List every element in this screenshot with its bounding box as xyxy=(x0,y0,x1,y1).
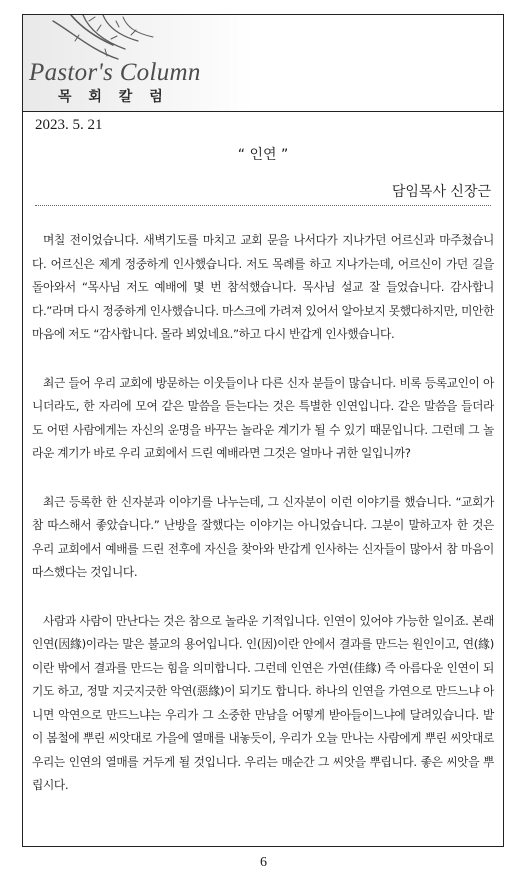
body-paragraph: 며칠 전이었습니다. 새벽기도를 마치고 교회 문을 나서다가 지나가던 어르신과 마주쳤습니다. 어르신은 제게 정중하게 인사했습니다. 저도 목례를 하고 지나가는데, 어르신이 가던 길을 돌아와서 “목사님 저도 예배에 몇 번 참석했습니다. 목사님 설교 잘 들었습니다. 감사합니다.”라며 다시 정중하게 인사했습니다. 마스크에 가려져 있어서 알아보지 못했다하지만, 미안한 마음에 저도 “감사합니다. 몰라 뵈었네요.”하고 다시 반갑게 인사했습니다. xyxy=(32,233,494,341)
page-number: 6 xyxy=(260,855,267,870)
column-frame xyxy=(22,14,504,847)
column-title: “ 인연 ” xyxy=(237,147,289,163)
column-author: 담임목사 신장근 xyxy=(391,184,491,200)
column-date: 2023. 5. 21 xyxy=(35,117,103,133)
body-paragraph: 최근 들어 우리 교회에 방문하는 이웃들이나 다른 신자 분들이 많습니다. 비록 등록교인이 아니더라도, 한 자리에 모여 같은 말씀을 듣는다는 것은 특별한 인연입니다. 같은 말씀을 들더라도 어떤 사람에게는 자신의 운명을 바꾸는 놀라운 계기가 될 수 있기 때문입니다. 그런데 그 놀라운 계기가 바로 우리 교회에서 드린 예배라면 그것은 얼마나 귀한 일입니까? xyxy=(32,375,494,460)
header-divider xyxy=(23,111,503,112)
header-title-english: Pastor's Column xyxy=(29,59,201,86)
column-body xyxy=(32,229,494,823)
dotted-divider xyxy=(35,205,491,206)
body-paragraph: 사람과 사람이 만난다는 것은 참으로 놀라운 기적입니다. 인연이 있어야 가능한 일이죠. 본래 인연(因緣)이라는 말은 불교의 용어입니다. 인(因)이란 안에서 결과를 만드는 원인이고, 연(緣)이란 밖에서 결과를 만드는 힘을 의미합니다. 그런데 인연은 가연(佳緣) 즉 아름다운 인연이 되기도 하고, 정말 지긋지긋한 악연(惡緣)이 되기도 합니다. 하나의 인연을 가연으로 만드느냐 아니면 악연으로 만드느냐는 우리가 그 소중한 만남을 어떻게 받아들이느냐에 달려있습니다. 밭이 봄철에 뿌린 씨앗대로 가을에 열매를 내놓듯이, 우리가 오늘 만나는 사람에게 뿌린 씨앗대로 우리는 인연의 열매를 거두게 될 것입니다. 우리는 매순간 그 씨앗을 뿌립니다. 좋은 씨앗을 뿌립시다. xyxy=(32,613,494,792)
body-paragraph: 최근 등록한 한 신자분과 이야기를 나누는데, 그 신자분이 이런 이야기를 했습니다. “교회가 참 따스해서 좋았습니다.” 난방을 잘했다는 이야기는 아니었습니다. 그분이 말하고자 한 것은 우리 교회에서 예배를 드린 전후에 자신을 찾아와 반갑게 인사하는 신자들이 많아서 참 마음이 따스했다는 것입니다. xyxy=(32,494,494,579)
column-header-banner xyxy=(23,15,503,111)
header-title-korean: 목 회 칼 럼 xyxy=(58,89,169,105)
